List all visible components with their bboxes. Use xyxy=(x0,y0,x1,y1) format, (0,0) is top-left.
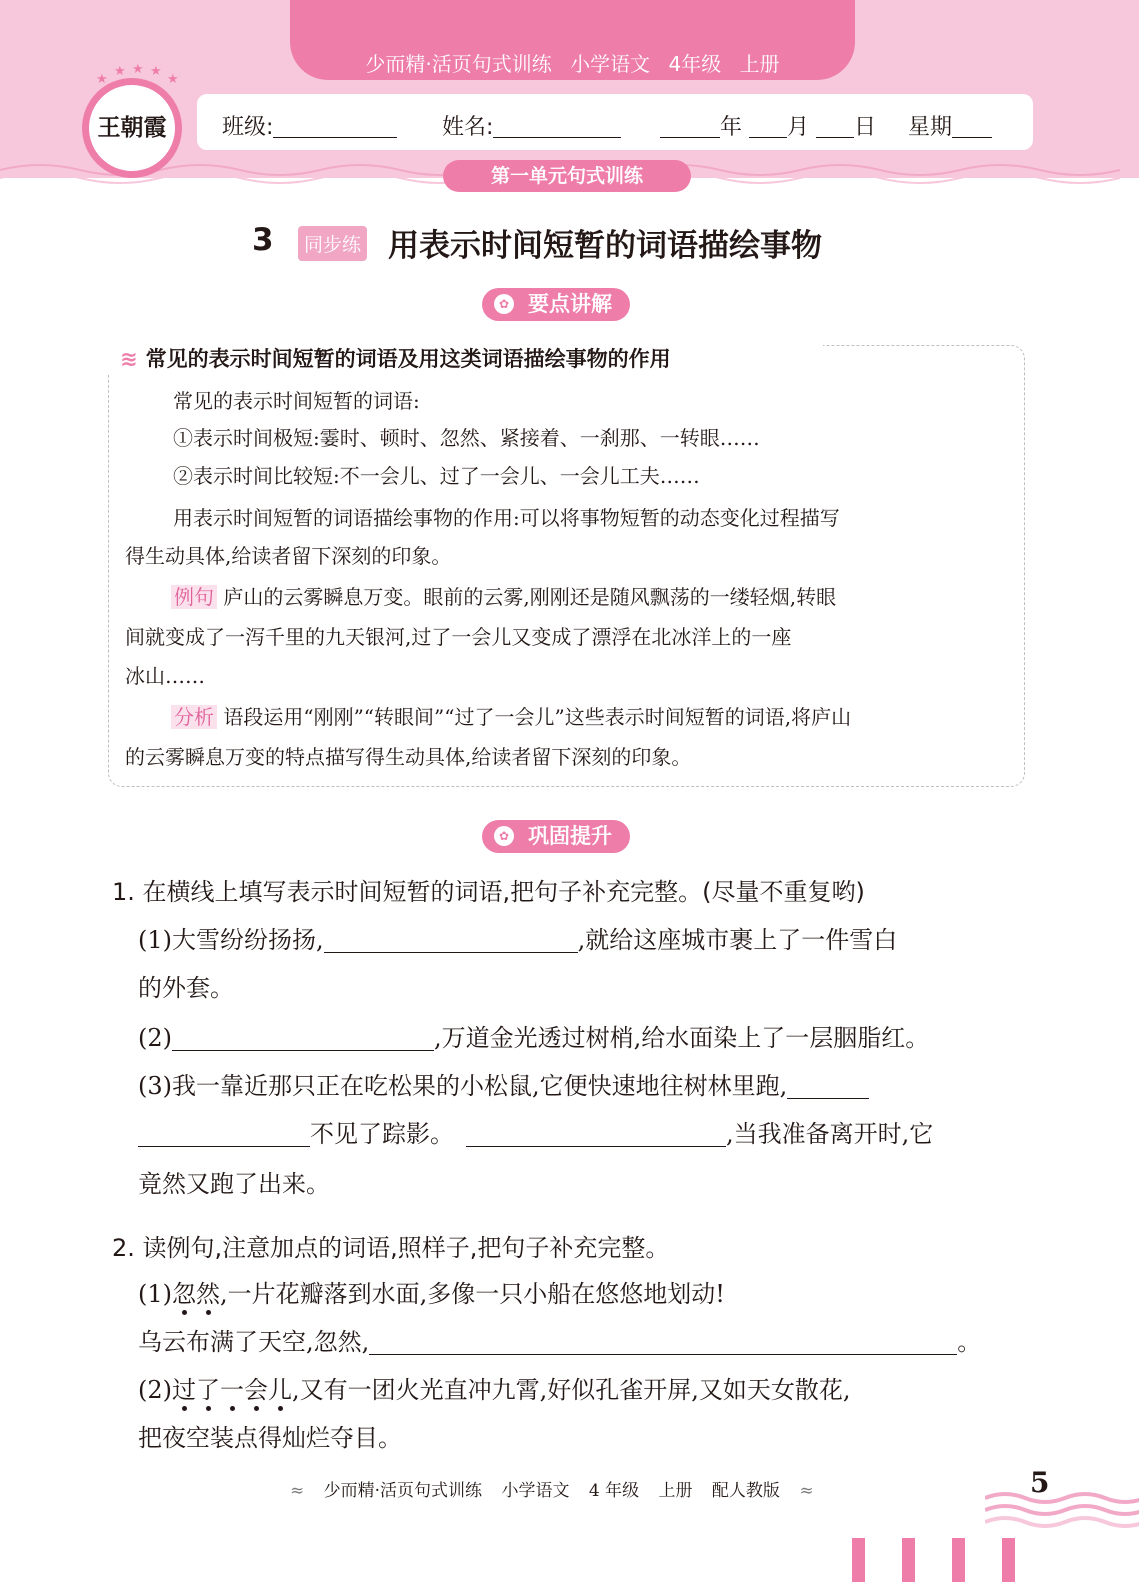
q1-item-3-end: 竟然又跑了出来。 xyxy=(138,1170,330,1198)
box-heading-text: 常见的表示时间短暂的词语及用这类词语描绘事物的作用 xyxy=(145,347,671,371)
header-series: 少而精·活页句式训练 xyxy=(365,52,552,76)
footer-volume: 上册 xyxy=(658,1481,693,1501)
wave-icon: ≈ xyxy=(290,1481,305,1501)
q2-example-1-prefix: (1) xyxy=(138,1280,172,1308)
q2-example-1 xyxy=(138,1270,1028,1318)
q2-example-1-text: ,一片花瓣落到水面,多像一只小船在悠悠地划动! xyxy=(220,1280,725,1308)
day-blank[interactable] xyxy=(816,115,854,138)
lesson-number: 3 xyxy=(252,222,274,258)
analysis-tag: 分析 xyxy=(171,705,217,729)
footer-series: 少而精·活页句式训练 xyxy=(323,1481,483,1501)
answer-blank[interactable] xyxy=(369,1326,957,1355)
star-icon: ★ xyxy=(150,64,162,79)
logo: 王朝霞 xyxy=(89,85,175,171)
wave-icon: ≋ xyxy=(120,347,138,371)
q2-example-2-cont: 把夜空装点得灿烂夺目。 xyxy=(138,1424,402,1452)
header-grade: 4年级 xyxy=(668,52,722,76)
footer-grade: 4 年级 xyxy=(588,1481,640,1501)
date-field[interactable] xyxy=(660,110,876,141)
q1-item-1-cont: 的外套。 xyxy=(138,974,234,1002)
section-key-points xyxy=(482,288,630,321)
box-line: 得生动具体,给读者留下深刻的印象。 xyxy=(125,544,452,568)
q2-fill-1-text: 乌云布满了天空,忽然, xyxy=(138,1328,370,1356)
week-blank[interactable] xyxy=(952,115,992,138)
box-line: 用表示时间短暂的词语描绘事物的作用:可以将事物短暂的动态变化过程描写 xyxy=(173,506,840,530)
q1-item-1-text: (1)大雪纷纷扬扬, xyxy=(138,926,324,954)
name-label: 姓名: xyxy=(442,115,494,140)
lesson-tag: 同步练 xyxy=(298,226,367,261)
header-series-line xyxy=(290,48,855,77)
analysis-text: 语段运用“刚刚”“转眼间”“过了一会儿”这些表示时间短暂的词语,将庐山 xyxy=(223,705,852,729)
analysis-line xyxy=(125,697,1015,737)
q1-item-3-text: 不见了踪影。 xyxy=(310,1120,454,1148)
section-key-points-label: 要点讲解 xyxy=(528,292,612,316)
analysis-line: 的云雾瞬息万变的特点描写得生动具体,给读者留下深刻的印象。 xyxy=(125,745,692,769)
day-label: 日 xyxy=(854,115,877,140)
year-blank[interactable] xyxy=(660,115,720,138)
q1-item-1-text: ,就给这座城市裹上了一件雪白 xyxy=(577,926,898,954)
q2-example-2 xyxy=(138,1366,1028,1414)
q2-fill-1-end: 。 xyxy=(957,1328,982,1356)
example-line: 间就变成了一泻千里的九天银河,过了一会儿又变成了漂浮在北冰洋上的一座 xyxy=(125,625,792,649)
q1-item-2-prefix: (2) xyxy=(138,1024,172,1052)
class-label: 班级: xyxy=(222,115,274,140)
footer xyxy=(290,1476,828,1501)
answer-blank[interactable] xyxy=(324,924,578,953)
star-icon: ★ xyxy=(96,72,108,87)
page-number: 5 xyxy=(1030,1466,1050,1499)
q1-item-3-text: ,当我准备离开时,它 xyxy=(726,1120,934,1148)
box-heading xyxy=(120,343,671,373)
decor-bar xyxy=(1002,1538,1015,1582)
example-line xyxy=(125,577,1015,617)
name-field[interactable] xyxy=(442,110,621,141)
month-label: 月 xyxy=(787,115,810,140)
star-icon: ★ xyxy=(167,72,179,87)
example-text: 庐山的云雾瞬息万变。眼前的云雾,刚刚还是随风飘荡的一缕轻烟,转眼 xyxy=(223,585,837,609)
q1-item-3 xyxy=(138,1062,1028,1110)
year-label: 年 xyxy=(720,115,743,140)
q2-example-2-prefix: (2) xyxy=(138,1376,172,1404)
answer-blank[interactable] xyxy=(787,1070,869,1099)
box-line: ①表示时间极短:霎时、顿时、忽然、紧接着、一刹那、一转眼…… xyxy=(173,426,760,450)
medal-icon: ✿ xyxy=(494,294,514,314)
box-line: 常见的表示时间短暂的词语: xyxy=(173,389,420,413)
name-blank[interactable] xyxy=(493,115,621,138)
q1-item-2-text: ,万道金光透过树梢,给水面染上了一层胭脂红。 xyxy=(434,1024,930,1052)
q2-example-2-text: ,又有一团火光直冲九霄,好似孔雀开屏,又如天女散花, xyxy=(292,1376,851,1404)
answer-blank[interactable] xyxy=(138,1118,310,1147)
footer-wave xyxy=(985,1490,1139,1530)
example-tag: 例句 xyxy=(171,585,217,609)
q1-item-3-cont xyxy=(138,1110,1028,1158)
header-subject: 小学语文 xyxy=(570,52,651,76)
q2-fill-1 xyxy=(138,1318,1028,1366)
header-volume: 上册 xyxy=(739,52,780,76)
week-field[interactable] xyxy=(908,110,992,141)
medal-icon: ✿ xyxy=(494,826,514,846)
answer-blank[interactable] xyxy=(466,1118,726,1147)
week-label: 星期 xyxy=(908,115,953,140)
q1-item-3-text: (3)我一靠近那只正在吃松果的小松鼠,它便快速地往树林里跑, xyxy=(138,1072,788,1100)
question-1-heading: 1. 在横线上填写表示时间短暂的词语,把句子补充完整。(尽量不重复哟) xyxy=(112,878,865,906)
footer-subject: 小学语文 xyxy=(501,1481,570,1501)
star-icon: ★ xyxy=(132,62,144,77)
section-practice-label: 巩固提升 xyxy=(528,824,612,848)
question-2-heading: 2. 读例句,注意加点的词语,照样子,把句子补充完整。 xyxy=(112,1234,670,1262)
example-line: 冰山…… xyxy=(125,664,205,688)
wave-icon: ≈ xyxy=(799,1481,814,1501)
month-blank[interactable] xyxy=(749,115,787,138)
box-line: ②表示时间比较短:不一会儿、过了一会儿、一会儿工夫…… xyxy=(173,464,700,488)
q1-item-2 xyxy=(138,1014,1028,1062)
decor-bar xyxy=(952,1538,965,1582)
unit-label: 第一单元句式训练 xyxy=(443,160,691,192)
section-practice xyxy=(482,820,630,853)
q1-item-1 xyxy=(138,916,1028,964)
answer-blank[interactable] xyxy=(172,1022,434,1051)
dotted-word: 过了一会儿 xyxy=(172,1376,292,1404)
star-icon: ★ xyxy=(114,64,126,79)
class-blank[interactable] xyxy=(273,115,397,138)
dotted-word: 忽然 xyxy=(172,1280,220,1308)
decor-bar xyxy=(902,1538,915,1582)
decor-bar xyxy=(852,1538,865,1582)
lesson-title: 用表示时间短暂的词语描绘事物 xyxy=(388,228,822,264)
footer-edition: 配人教版 xyxy=(711,1481,780,1501)
class-field[interactable] xyxy=(222,110,397,141)
